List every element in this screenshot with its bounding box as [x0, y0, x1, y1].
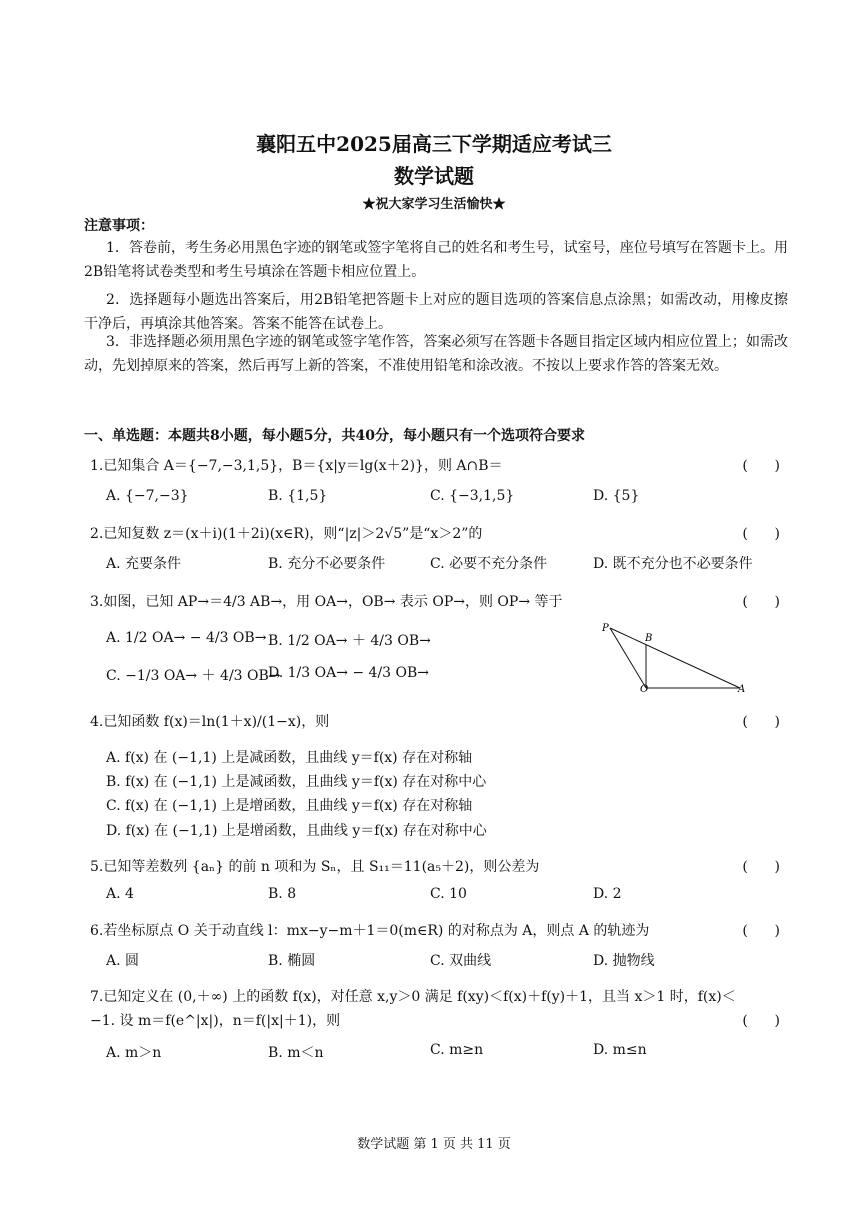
page-footer: 数学试题 第 1 页 共 11 页: [357, 1137, 511, 1152]
question-stem: 5.已知等差数列 {aₙ} 的前 n 项和为 Sₙ，且 S₁₁＝11(a₅＋2)，则公差为: [90, 859, 540, 875]
notice-item-1: 1．答卷前，考生务必用黑色字迹的钢笔或签字笔将自己的姓名和考生号，试室号，座位号填写在答题卡上。用2B铅笔将试卷类型和考生号填涂在答题卡相应位置上。: [84, 240, 788, 280]
question-stem: 7.已知定义在 (0,＋∞) 上的函数 f(x)，对任意 x,y＞0 满足 f(xy)＜f(x)＋f(y)＋1，且当 x＞1 时，f(x)＜: [90, 989, 736, 1005]
question-stem-continued: −1. 设 m＝f(e^|x|)，n＝f(|x|＋1)，则: [90, 1013, 341, 1029]
option-d: D. 1/3 OA→ − 4/3 OB→: [268, 665, 430, 681]
answer-paren: ( ): [742, 1013, 780, 1029]
option-d: D. 抛物线: [593, 953, 655, 969]
option-a: A. f(x) 在 (−1,1) 上是减函数，且曲线 y＝f(x) 存在对称轴: [106, 750, 473, 766]
option-b: B. m＜n: [268, 1045, 324, 1061]
option-a: A. {−7,−3}: [106, 488, 189, 504]
answer-paren: ( ): [742, 714, 780, 730]
option-a: A. m＞n: [106, 1045, 162, 1061]
question-stem: 6.若坐标原点 O 关于动直线 l：mx−y−m＋1＝0(m∈R) 的对称点为 A，则点 A 的轨迹为: [90, 923, 650, 939]
label-o: O: [640, 684, 649, 694]
school-title: 襄阳五中2025届高三下学期适应考试三: [256, 132, 612, 156]
label-a: A: [738, 684, 746, 694]
answer-paren: ( ): [742, 526, 780, 542]
option-a: A. 充要条件: [106, 556, 182, 572]
subject-title: 数学试题: [394, 164, 474, 188]
motto: ★祝大家学习生活愉快★: [362, 197, 506, 212]
option-b: B. 充分不必要条件: [268, 556, 386, 572]
answer-paren: ( ): [742, 594, 780, 610]
option-b: B. {1,5}: [268, 488, 328, 504]
answer-paren: ( ): [742, 859, 780, 875]
option-c: C. 10: [430, 886, 467, 902]
vector-figure: [596, 618, 756, 694]
notice-heading: 注意事项：: [84, 218, 154, 234]
notice-item-3: 3．非选择题必须用黑色字迹的钢笔或签字笔作答，答案必须写在答题卡各题目指定区域内相应位置上；如需改动，先划掉原来的答案，然后再写上新的答案，不准使用铅笔和涂改液。不按以上要求作答的答案无效。: [84, 334, 788, 374]
answer-paren: ( ): [742, 923, 780, 939]
option-b: B. f(x) 在 (−1,1) 上是减函数，且曲线 y＝f(x) 存在对称中心: [106, 774, 487, 790]
question-stem: 1.已知集合 A＝{−7,−3,1,5}，B＝{x|y＝lg(x＋2)}，则 A∩B＝: [90, 458, 503, 474]
option-d: D. m≤n: [593, 1042, 647, 1058]
option-d: D. 既不充分也不必要条件: [593, 556, 753, 572]
option-c: C. f(x) 在 (−1,1) 上是增函数，且曲线 y＝f(x) 存在对称轴: [106, 798, 473, 814]
label-p: P: [602, 623, 609, 634]
option-c: C. 必要不充分条件: [430, 556, 548, 572]
option-c: C. 双曲线: [430, 953, 492, 969]
section-heading: 一、单选题：本题共8小题，每小题5分，共40分，每小题只有一个选项符合要求: [84, 428, 585, 444]
segment-po: [610, 628, 646, 688]
notice-item-2: 2．选择题每小题选出答案后，用2B铅笔把答题卡上对应的题目选项的答案信息点涂黑；如需改动，用橡皮擦干净后，再填涂其他答案。答案不能答在试卷上。: [84, 292, 788, 332]
answer-paren: ( ): [742, 458, 780, 474]
option-d: D. f(x) 在 (−1,1) 上是增函数，且曲线 y＝f(x) 存在对称中心: [106, 823, 487, 839]
option-c: C. −1/3 OA→ ＋ 4/3 OB→: [106, 668, 281, 684]
option-a: A. 4: [106, 886, 134, 902]
option-a: A. 1/2 OA→ − 4/3 OB→: [106, 630, 267, 646]
option-a: A. 圆: [106, 953, 140, 969]
segment-pa: [610, 628, 740, 688]
question-stem: 4.已知函数 f(x)＝ln(1＋x)/(1−x)，则: [90, 714, 330, 730]
option-c: C. {−3,1,5}: [430, 488, 515, 504]
option-b: B. 8: [268, 886, 297, 902]
question-stem: 3.如图，已知 AP→＝4/3 AB→，用 OA→，OB→ 表示 OP→，则 OP→ 等于: [90, 594, 563, 610]
option-d: D. 2: [593, 886, 622, 902]
option-b: B. 椭圆: [268, 953, 316, 969]
option-b: B. 1/2 OA→ ＋ 4/3 OB→: [268, 633, 431, 649]
option-c: C. m≥n: [430, 1042, 484, 1058]
label-b: B: [645, 633, 653, 644]
option-d: D. {5}: [593, 488, 640, 504]
question-stem: 2.已知复数 z＝(x＋i)(1＋2i)(x∈R)，则“|z|＞2√5”是“x＞2”的: [90, 526, 483, 542]
